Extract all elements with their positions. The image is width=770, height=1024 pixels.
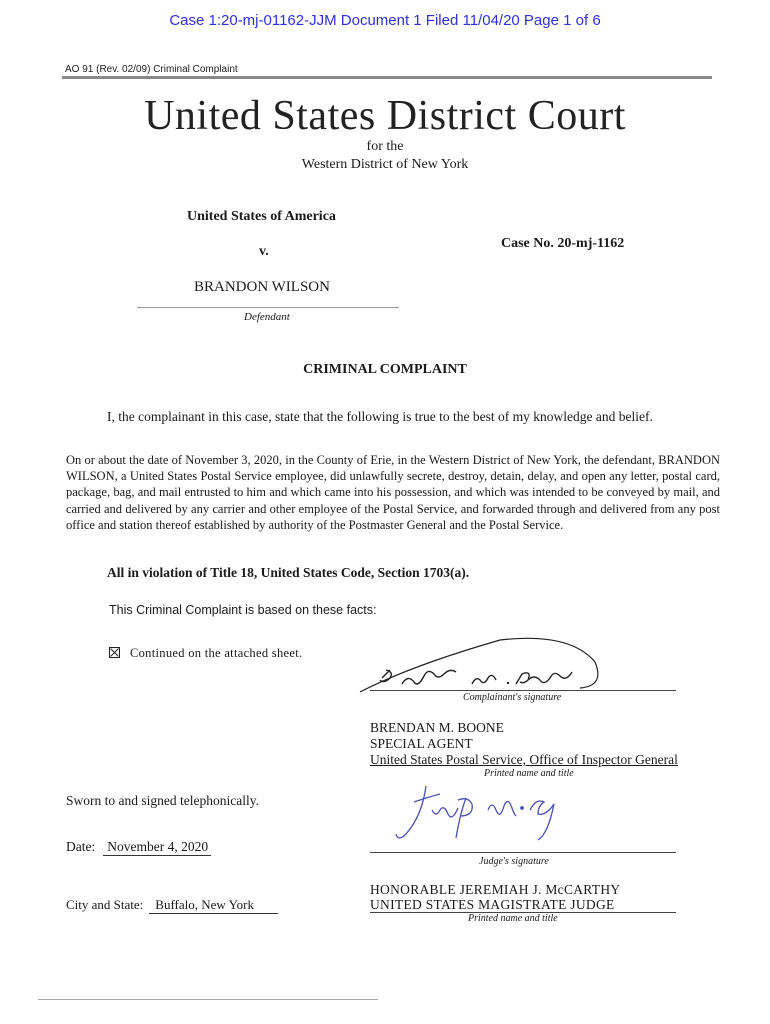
complainant-office: United States Postal Service, Office of Inspector General: [370, 752, 678, 767]
bottom-rule: [38, 999, 378, 1000]
judge-title: UNITED STATES MAGISTRATE JUDGE: [370, 897, 676, 913]
complainant-block: [370, 720, 700, 768]
city-label: City and State:: [66, 897, 144, 912]
defendant-name: BRANDON WILSON: [194, 279, 330, 295]
sworn-statement: Sworn to and signed telephonically.: [66, 793, 259, 808]
judge-printed-label: Printed name and title: [468, 913, 558, 924]
judge-signature-label: Judge's signature: [479, 856, 549, 867]
top-rule: [62, 76, 712, 79]
district-name: Western District of New York: [301, 157, 469, 172]
judge-signature: [392, 780, 572, 855]
date-row: [66, 839, 211, 856]
judge-name: HONORABLE JEREMIAH J. McCARTHY: [370, 882, 621, 897]
judge-block: [370, 882, 690, 913]
for-the: for the: [366, 139, 404, 154]
continued-checkbox-row: [109, 646, 302, 661]
form-id: AO 91 (Rev. 02/09) Criminal Complaint: [65, 64, 238, 75]
court-name: United States District Court: [144, 93, 626, 139]
judge-signature-line: [370, 852, 676, 853]
violation-statement: All in violation of Title 18, United States Code, Section 1703(a).: [107, 565, 470, 580]
complainant-signature: [350, 636, 610, 694]
plaintiff-name: United States of America: [187, 209, 336, 224]
continued-label: Continued on the attached sheet.: [130, 646, 303, 660]
complainant-printed-label: Printed name and title: [484, 768, 574, 779]
checked-box-icon: [109, 647, 120, 658]
city-row: [66, 897, 278, 914]
offense-paragraph: On or about the date of November 3, 2020, in the County of Erie, in the Western District of New York, the defendant, BRANDON WILSON, a United States Postal Service employee, did unlawfully secrete, destroy, detain, delay, and open any letter, postal card, package, bag, and mail entrusted to him and which came into his possession, and which was intended to be conveyed by mail, and carried and delivered by any carrier and other employee of the Postal Service, and forwarded through and delivered from any post office and station thereof established by authority of the Postmaster General and the Postal Service.: [66, 453, 720, 532]
defendant-rule: [137, 307, 399, 308]
date-label: Date:: [66, 839, 96, 854]
intro-statement: I, the complainant in this case, state that the following is true to the best of my knowledge and belief.: [107, 409, 653, 424]
filing-stamp: Case 1:20-mj-01162-JJM Document 1 Filed 11/04/20 Page 1 of 6: [169, 12, 601, 29]
complainant-title: SPECIAL AGENT: [370, 736, 473, 751]
defendant-label: Defendant: [244, 311, 290, 323]
city-value: Buffalo, New York: [149, 897, 278, 914]
facts-statement: This Criminal Complaint is based on these facts:: [109, 603, 377, 617]
complainant-signature-label: Complainant's signature: [463, 692, 562, 703]
versus: v.: [259, 244, 269, 259]
date-value: November 4, 2020: [103, 839, 211, 856]
complainant-name: BRENDAN M. BOONE: [370, 720, 504, 735]
document-title: CRIMINAL COMPLAINT: [303, 362, 467, 377]
complainant-signature-line: [370, 690, 676, 691]
case-number: Case No. 20-mj-1162: [501, 236, 625, 251]
